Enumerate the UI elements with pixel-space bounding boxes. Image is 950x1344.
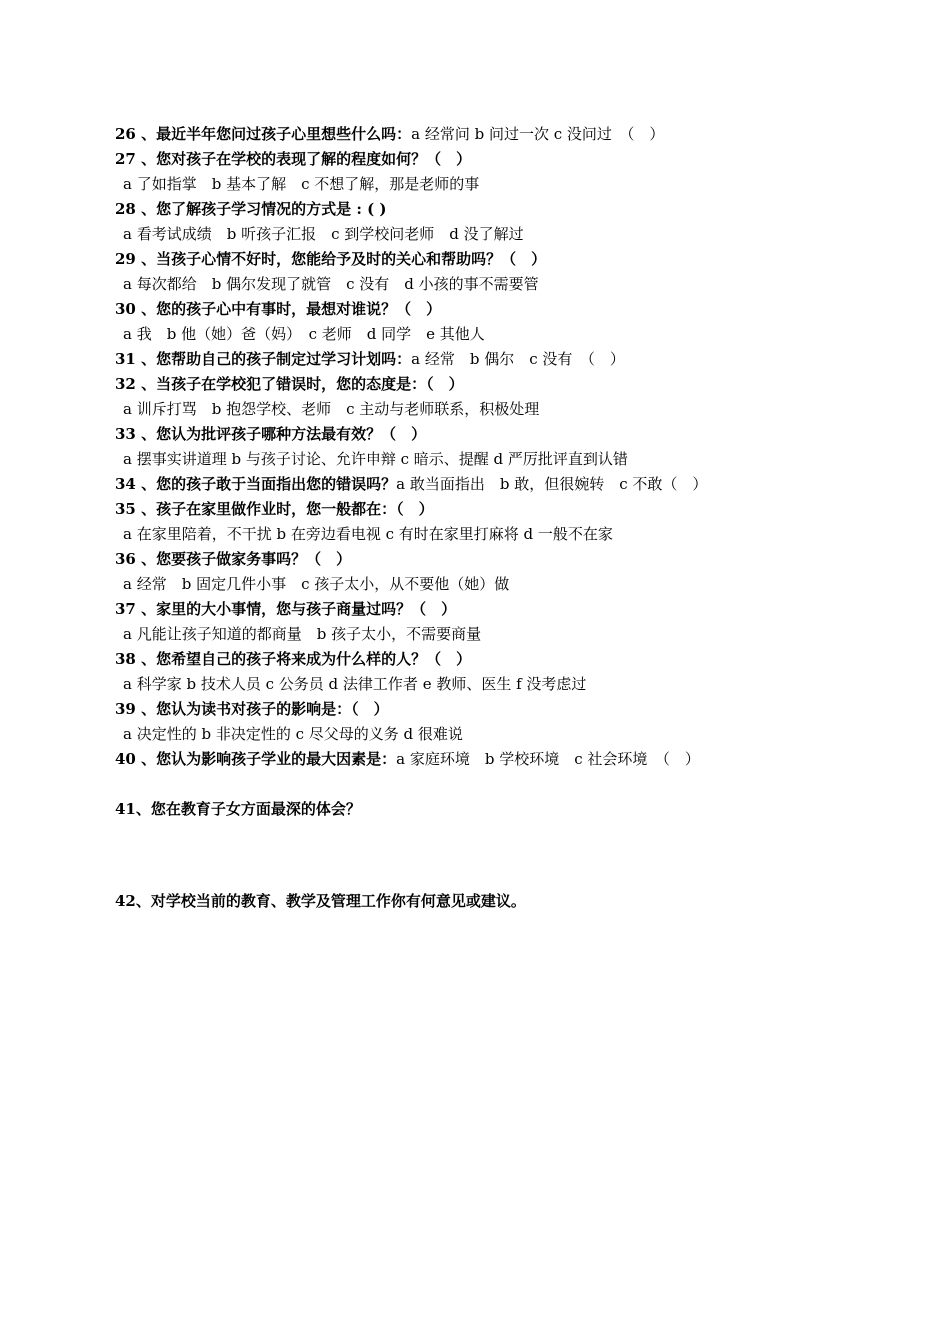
question-text: 26 、最近半年您问过孩子心里想些什么吗： <box>115 125 412 143</box>
question-33-options: a 摆事实讲道理 b 与孩子讨论、允许申辩 c 暗示、提醒 d 严厉批评直到认错 <box>123 450 628 468</box>
question-37 <box>115 597 915 622</box>
question-text: 39 、您认为读书对孩子的影响是：（ ） <box>115 700 389 718</box>
question-37-options: a 凡能让孩子知道的都商量 b 孩子太小，不需要商量 <box>123 625 482 643</box>
question-36-options: a 经常 b 固定几件小事 c 孩子太小，从不要他（她）做 <box>123 575 510 593</box>
question-text: 37 、家里的大小事情，您与孩子商量过吗？（ ） <box>115 600 457 618</box>
question-29-options: a 每次都给 b 偶尔发现了就管 c 没有 d 小孩的事不需要管 <box>123 275 539 293</box>
question-text: 33 、您认为批评孩子哪种方法最有效？（ ） <box>115 425 427 443</box>
open-question-41: 41、您在教育子女方面最深的体会？ <box>115 800 361 818</box>
question-33 <box>115 422 915 447</box>
question-36 <box>115 547 915 572</box>
question-text: 31 、您帮助自己的孩子制定过学习计划吗： <box>115 350 412 368</box>
questionnaire <box>115 122 915 914</box>
question-31 <box>115 347 915 372</box>
question-29 <box>115 247 915 272</box>
question-text: 35 、孩子在家里做作业时，您一般都在：（ ） <box>115 500 434 518</box>
spacer <box>115 772 915 797</box>
open-question-42: 42、对学校当前的教育、教学及管理工作你有何意见或建议。 <box>115 892 526 910</box>
question-26 <box>115 122 915 147</box>
question-32 <box>115 372 915 397</box>
question-39-options: a 决定性的 b 非决定性的 c 尽父母的义务 d 很难说 <box>123 725 463 743</box>
question-text: 38 、您希望自己的孩子将来成为什么样的人？（ ） <box>115 650 472 668</box>
question-text: 40 、您认为影响孩子学业的最大因素是： <box>115 750 397 768</box>
question-35-options: a 在家里陪着，不干扰 b 在旁边看电视 c 有时在家里打麻将 d 一般不在家 <box>123 525 613 543</box>
question-32-options: a 训斥打骂 b 抱怨学校、老师 c 主动与老师联系，积极处理 <box>123 400 540 418</box>
question-38 <box>115 647 915 672</box>
question-text: 29 、当孩子心情不好时，您能给予及时的关心和帮助吗？（ ） <box>115 250 547 268</box>
question-text: 36 、您要孩子做家务事吗？（ ） <box>115 550 352 568</box>
question-text: 32 、当孩子在学校犯了错误时，您的态度是：（ ） <box>115 375 464 393</box>
question-options: a 敢当面指出 b 敢，但很婉转 c 不敢（ ） <box>396 475 708 493</box>
question-27-options: a 了如指掌 b 基本了解 c 不想了解，那是老师的事 <box>123 175 480 193</box>
question-28 <box>115 197 915 222</box>
question-39 <box>115 697 915 722</box>
question-text: 30 、您的孩子心中有事时，最想对谁说？（ ） <box>115 300 442 318</box>
question-35 <box>115 497 915 522</box>
question-text: 34 、您的孩子敢于当面指出您的错误吗？ <box>115 475 397 493</box>
question-options: a 家庭环境 b 学校环境 c 社会环境 （ ） <box>396 750 700 768</box>
question-34 <box>115 472 915 497</box>
question-30 <box>115 297 915 322</box>
question-30-options: a 我 b 他（她）爸（妈） c 老师 d 同学 e 其他人 <box>123 325 485 343</box>
question-40 <box>115 747 915 772</box>
question-28-options: a 看考试成绩 b 听孩子汇报 c 到学校问老师 d 没了解过 <box>123 225 524 243</box>
answer-space-41 <box>115 822 915 889</box>
question-text: 27 、您对孩子在学校的表现了解的程度如何？（ ） <box>115 150 472 168</box>
question-options: a 经常问 b 问过一次 c 没问过 （ ） <box>411 125 665 143</box>
question-text: 28 、您了解孩子学习情况的方式是 : ( ) <box>115 200 387 218</box>
question-38-options: a 科学家 b 技术人员 c 公务员 d 法律工作者 e 教师、医生 f 没考虑过 <box>123 675 587 693</box>
question-27 <box>115 147 915 172</box>
question-options: a 经常 b 偶尔 c 没有 （ ） <box>411 350 625 368</box>
